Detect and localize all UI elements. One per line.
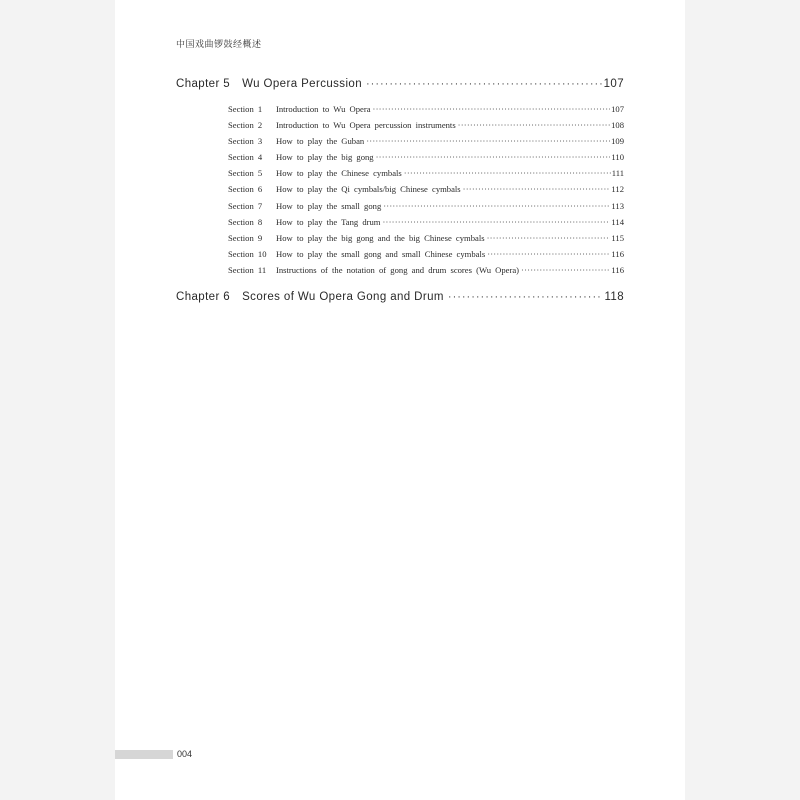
dot-leader xyxy=(487,249,610,259)
toc-section[interactable] xyxy=(176,201,624,217)
dot-leader xyxy=(373,104,611,114)
chapter-page: 107 xyxy=(603,78,624,90)
section-page: 109 xyxy=(611,136,624,147)
toc-section[interactable] xyxy=(176,233,624,249)
section-number: Section 7 xyxy=(228,200,263,211)
page-number: 004 xyxy=(177,749,193,759)
chapter-title: Scores of Wu Opera Gong and Drum xyxy=(242,291,444,304)
section-page: 107 xyxy=(611,104,624,114)
dot-leader xyxy=(366,78,603,90)
section-number: Section 9 xyxy=(228,232,263,243)
section-title: How to play the small gong and small Chinese cymbals xyxy=(276,248,486,259)
section-title: How to play the big gong and the big Chinese cymbals xyxy=(276,232,485,243)
dot-leader xyxy=(383,201,610,211)
section-page: 116 xyxy=(611,264,624,275)
section-title: Introduction to Wu Opera percussion instruments xyxy=(276,120,456,131)
section-number: Section 11 xyxy=(228,264,267,275)
toc-section[interactable] xyxy=(176,217,624,233)
section-page: 114 xyxy=(611,216,624,227)
section-title: How to play the big gong xyxy=(276,152,374,163)
section-number: Section 2 xyxy=(228,120,263,131)
section-title: How to play the Tang drum xyxy=(276,216,381,227)
dot-leader xyxy=(521,265,610,275)
running-head: 中国戏曲锣鼓经概述 xyxy=(176,40,262,50)
section-title: How to play the Guban xyxy=(276,136,365,147)
toc-section[interactable] xyxy=(176,265,624,281)
section-number: Section 5 xyxy=(228,168,263,179)
toc-chapter-5[interactable] xyxy=(176,78,624,96)
section-title: How to play the Chinese cymbals xyxy=(276,168,402,179)
dot-leader xyxy=(376,152,611,162)
section-page: 111 xyxy=(611,168,624,179)
dot-leader xyxy=(463,184,611,194)
toc-section[interactable] xyxy=(176,152,624,168)
toc-section[interactable] xyxy=(176,184,624,200)
toc-section[interactable] xyxy=(176,120,624,136)
section-number: Section 3 xyxy=(228,136,263,147)
dot-leader xyxy=(404,168,611,178)
toc-chapter-6[interactable] xyxy=(176,291,624,309)
section-number: Section 8 xyxy=(228,216,263,227)
toc-section[interactable] xyxy=(176,168,624,184)
section-title: How to play the Qi cymbals/big Chinese cymbals xyxy=(276,184,461,195)
dot-leader xyxy=(448,291,604,303)
chapter-number: Chapter 6 xyxy=(176,291,231,304)
section-page: 110 xyxy=(611,152,624,163)
footer-bar xyxy=(115,750,173,759)
section-page: 116 xyxy=(611,248,624,259)
section-page: 113 xyxy=(611,200,624,211)
section-number: Section 6 xyxy=(228,184,263,195)
dot-leader xyxy=(458,120,610,130)
toc-section[interactable] xyxy=(176,104,624,120)
toc-section[interactable] xyxy=(176,249,624,265)
section-page: 112 xyxy=(611,184,624,195)
chapter-page: 118 xyxy=(604,291,624,304)
dot-leader xyxy=(487,233,611,243)
section-number: Section 10 xyxy=(228,248,267,259)
toc-section[interactable] xyxy=(176,136,624,152)
section-title: Instructions of the notation of gong and drum scores (Wu Opera) xyxy=(276,264,520,275)
section-title: How to play the small gong xyxy=(276,200,382,211)
section-title: Introduction to Wu Opera xyxy=(276,104,371,114)
section-page: 108 xyxy=(611,120,624,131)
chapter-title: Wu Opera Percussion xyxy=(242,78,362,90)
section-page: 115 xyxy=(611,232,624,243)
section-number: Section 1 xyxy=(228,104,263,114)
dot-leader xyxy=(382,217,610,227)
table-of-contents xyxy=(176,78,624,309)
dot-leader xyxy=(366,136,610,146)
chapter-number: Chapter 5 xyxy=(176,78,231,90)
section-number: Section 4 xyxy=(228,152,263,163)
